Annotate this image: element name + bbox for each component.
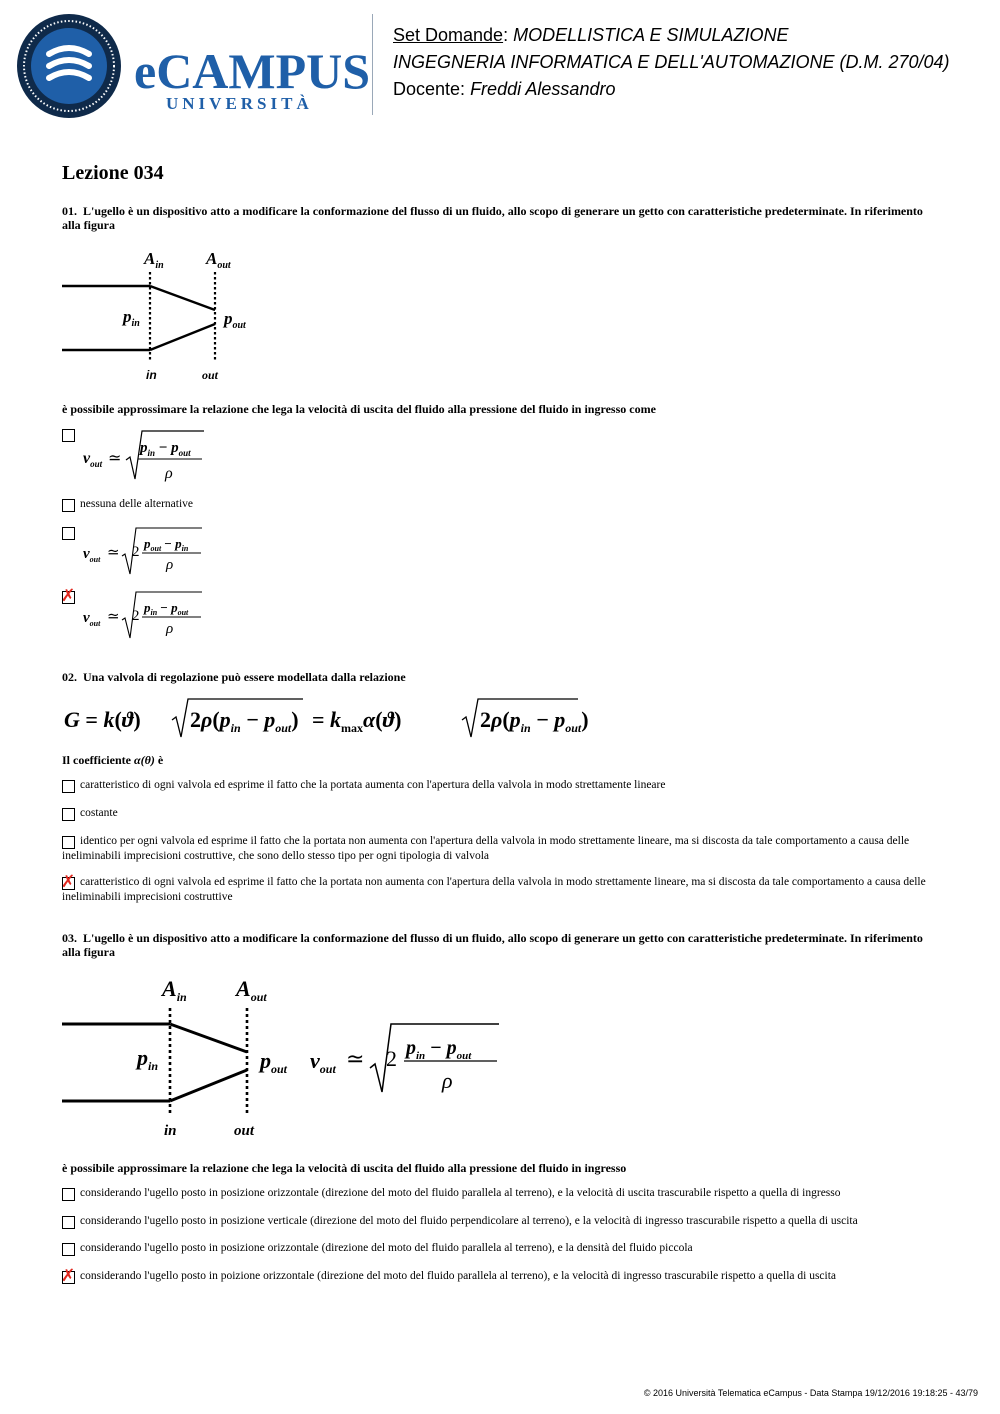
q3-option-a-label: considerando l'ugello posto in posizione orizzontale (direzione del moto del fluido parallela al terreno), e la velocità di uscita trascurabile rispetto a quella di ingresso [80, 1187, 841, 1199]
set-line: Set Domande: MODELLISTICA E SIMULAZIONE [393, 25, 789, 45]
svg-text:2ρ(pin − pout): $2\rho(p_{in} - p_{out})$ [190, 707, 299, 735]
svg-text:2ρ(pin − pout): $2\rho(p_{in} - p_{out})$ [480, 707, 589, 735]
teacher-label: Docente: [393, 79, 466, 99]
question-body: L'ugello è un dispositivo atto a modificare la conformazione del flusso di un fluido, allo scopo di generare un getto con caratteristiche predeterminate. In riferimento alla figura [62, 931, 923, 959]
question-number: 01. [62, 204, 77, 218]
q1-option-a-formula [80, 428, 210, 484]
question-body: L'ugello è un dispositivo atto a modificare la conformazione del flusso di un fluido, allo scopo di generare un getto con caratteristiche predeterminate. In riferimento alla figura [62, 204, 923, 232]
svg-text:= kmaxα(ϑ): = $k_{max}\alpha(ϑ)$ [312, 707, 402, 735]
svg-text:ρ: ρ [166, 557, 174, 573]
svg-text:≃: ≃ [107, 545, 120, 561]
q1-option-c-formula [80, 526, 210, 578]
svg-text:ρ: ρ [442, 1068, 453, 1093]
q1-option-d-formula [80, 590, 210, 642]
ecampus-logo [16, 14, 371, 119]
question-03-text [62, 931, 942, 959]
svg-text:Aout: $A_{out}$ [236, 976, 267, 1004]
q3-option-b-label: considerando l'ugello posto in posizione verticale (direzione del moto del fluido perpendicolare al terreno), e la velocità di ingresso trascurabile rispetto a quella di uscita [80, 1215, 858, 1227]
q1-option-d-checkbox[interactable] [61, 586, 76, 606]
logo-subtext: UNIVERSITÀ [166, 94, 313, 113]
svg-text:2: 2 [132, 608, 140, 624]
svg-text:pout: $p_{out}$ [260, 1048, 288, 1076]
svg-text:out: out [234, 1123, 255, 1139]
svg-text:ρ: ρ [165, 465, 173, 482]
question-02-prompt: Il coefficiente α(θ) è [62, 753, 164, 767]
q2-option-d-label: caratteristico di ogni valvola ed esprime il fatto che la portata non aumenta con l'apertura della valvola in modo strettamente lineare, ma si discosta da tale comportamento a causa delle ineliminabili imprecisioni costruttive [62, 876, 926, 903]
question-03-prompt: è possibile approssimare la relazione che lega la velocità di uscita del fluido alla pressione del fluido in ingresso [62, 1161, 627, 1175]
svg-text:vout: $v_{out}$ [310, 1048, 336, 1076]
q1-option-b-label: nessuna delle alternative [80, 498, 194, 510]
checked-x-icon: ✗ [61, 1266, 76, 1286]
svg-text:vout: $v_{out}$ [83, 546, 101, 564]
question-number: 02. [62, 670, 77, 684]
q2-option-c-label: identico per ogni valvola ed esprime il fatto che la portata non aumenta con l'apertura della valvola in modo strettamente lineare, ma si discosta da tale comportamento a causa delle ineliminabili imprecisioni costruttive, che sono dello stesso tipo per ogni tipologia di valvola [62, 835, 910, 862]
set-value: MODELLISTICA E SIMULAZIONE [513, 25, 789, 45]
logo-text: eCAMPUS [134, 43, 371, 99]
svg-text:pout − pin: $p_{out} - p_{in}$ [144, 536, 189, 553]
svg-text:pin − pout: $p_{in} - p_{out}$ [144, 600, 189, 617]
svg-text:G = k(ϑ): G = k(ϑ) [64, 707, 141, 732]
svg-text:≃: ≃ [346, 1046, 365, 1071]
checked-x-icon: ✗ [61, 872, 76, 892]
q3-option-c-label: considerando l'ugello posto in posizione orizzontale (direzione del moto del fluido parallela al terreno), e la densità del fluido piccola [80, 1242, 693, 1254]
question-body: Una valvola di regolazione può essere modellata dalla relazione [83, 670, 406, 684]
question-number: 03. [62, 931, 77, 945]
q1-option-c-checkbox[interactable] [62, 527, 75, 540]
svg-text:Aout: $A_{out}$ [206, 249, 231, 271]
question-01-prompt: è possibile approssimare la relazione che lega la velocità di uscita del fluido alla pressione del fluido in ingresso come [62, 402, 656, 416]
nozzle-figure-2 [60, 972, 510, 1144]
svg-text:pout: $p_{out}$ [224, 309, 246, 331]
svg-text:≃: ≃ [107, 609, 120, 625]
q3-option-d-label: considerando l'ugello posto in poizione orizzontale (direzione del moto del fluido parallela al terreno), e la velocità di ingresso trascurabile rispetto a quella di uscita [80, 1270, 837, 1282]
svg-text:2: 2 [386, 1046, 397, 1071]
q1-option-a-checkbox[interactable] [62, 429, 75, 442]
svg-text:≃: ≃ [108, 450, 122, 467]
course-name: INGEGNERIA INFORMATICA E DELL'AUTOMAZIONE (D.M. 270/04) [393, 52, 950, 72]
svg-text:pin − pout: $p_{in} - p_{out}$ [140, 440, 191, 458]
course-line [393, 51, 950, 73]
svg-text:pin: $p_{in}$ [123, 307, 140, 329]
teacher-name: Freddi Alessandro [470, 79, 616, 99]
svg-text:ρ: ρ [166, 621, 174, 637]
svg-text:in: in [146, 368, 157, 382]
svg-text:out: out [202, 368, 219, 382]
svg-text:2: 2 [132, 544, 140, 560]
question-01-text [62, 204, 942, 232]
svg-text:pin: $p_{in}$ [137, 1045, 159, 1073]
set-label: Set Domande [393, 25, 504, 45]
lesson-title: Lezione 034 [62, 162, 164, 184]
svg-text:vout: $v_{out}$ [83, 450, 103, 469]
q2-option-a-label: caratteristico di ogni valvola ed esprime il fatto che la portata aumenta con l'apertura della valvola in modo strettamente lineare [80, 779, 666, 791]
q2-option-b-label: costante [80, 807, 118, 819]
svg-text:Ain: $A_{in}$ [144, 249, 164, 271]
header-divider [372, 14, 373, 115]
svg-text:pin − pout: $p_{in} - p_{out}$ [406, 1037, 472, 1062]
valve-equation [62, 692, 589, 742]
teacher-line [393, 78, 615, 100]
svg-text:vout: $v_{out}$ [83, 610, 101, 628]
nozzle-figure-1 [60, 244, 280, 384]
svg-text:in: in [164, 1123, 177, 1139]
page-footer: © 2016 Università Telematica eCampus - Data Stampa 19/12/2016 19:18:25 - 43/79 [643, 1388, 978, 1398]
checked-x-icon: ✗ [61, 586, 76, 606]
svg-text:Ain: $A_{in}$ [162, 976, 187, 1004]
question-02-text [62, 670, 942, 684]
